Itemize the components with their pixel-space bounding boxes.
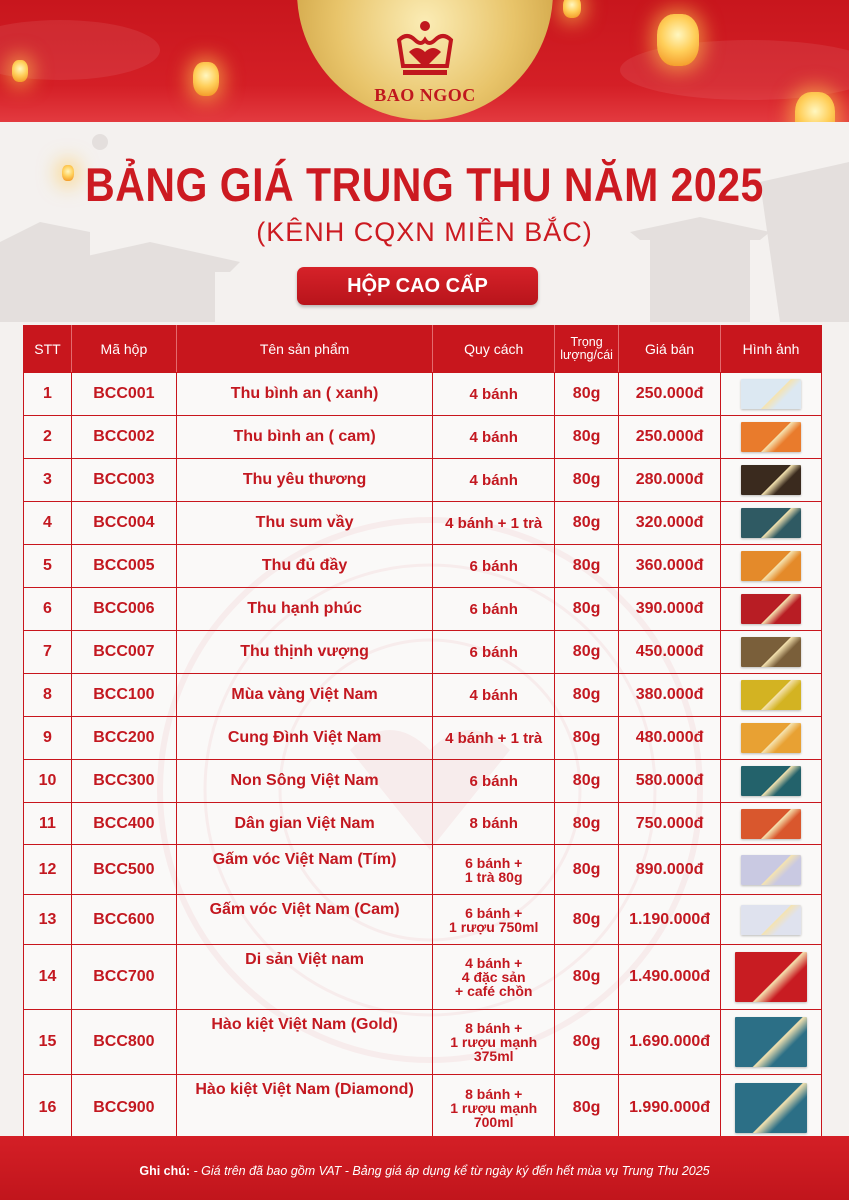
table-row xyxy=(24,717,822,760)
row-code: BCC500 xyxy=(71,845,176,895)
row-price: 750.000đ xyxy=(619,803,721,845)
row-weight: 80g xyxy=(555,1010,619,1075)
footer-note xyxy=(139,1164,709,1178)
page-subtitle: (KÊNH CQXN MIỀN BẮC) xyxy=(256,217,593,247)
row-weight: 80g xyxy=(555,717,619,760)
row-spec-line3: 700ml xyxy=(473,1113,514,1130)
column-header-weight-line2: lượng/cái xyxy=(560,348,613,362)
row-weight: 80g xyxy=(555,895,619,945)
row-code: BCC001 xyxy=(71,373,176,416)
row-price: 1.990.000đ xyxy=(619,1075,721,1141)
row-product-name: Thu đủ đầy xyxy=(176,545,433,588)
row-spec xyxy=(433,545,555,588)
row-product-name: Thu yêu thương xyxy=(176,459,433,502)
row-weight: 80g xyxy=(555,803,619,845)
row-spec xyxy=(433,803,555,845)
row-stt: 14 xyxy=(24,945,72,1010)
row-stt: 16 xyxy=(24,1075,72,1141)
row-image xyxy=(721,588,822,631)
row-spec xyxy=(433,895,555,945)
row-image xyxy=(721,545,822,588)
row-spec-line1: 4 bánh + xyxy=(465,955,523,971)
lantern-icon xyxy=(657,14,699,66)
table-row xyxy=(24,674,822,717)
row-spec-line1: 8 bánh xyxy=(469,815,518,832)
row-stt: 1 xyxy=(24,373,72,416)
row-weight: 80g xyxy=(555,945,619,1010)
row-price: 360.000đ xyxy=(619,545,721,588)
row-stt: 4 xyxy=(24,502,72,545)
table-row xyxy=(24,416,822,459)
row-price: 890.000đ xyxy=(619,845,721,895)
bao-ngoc-logo-icon xyxy=(385,18,465,80)
row-stt: 10 xyxy=(24,760,72,803)
product-box-thumbnail xyxy=(741,465,801,495)
row-stt: 5 xyxy=(24,545,72,588)
row-weight: 80g xyxy=(555,545,619,588)
product-box-thumbnail xyxy=(741,594,801,624)
row-code: BCC800 xyxy=(71,1010,176,1075)
footer-note-label: Ghi chú: xyxy=(139,1164,191,1178)
row-spec-line3: + café chồn xyxy=(455,983,533,999)
row-spec-line1: 6 bánh + xyxy=(465,854,523,871)
table-row xyxy=(24,945,822,1010)
product-box-thumbnail xyxy=(735,952,807,1002)
row-weight: 80g xyxy=(555,674,619,717)
row-product-name: Gấm vóc Việt Nam (Tím) xyxy=(176,845,433,895)
product-box-thumbnail xyxy=(741,809,801,839)
column-header-spec: Quy cách xyxy=(433,326,555,373)
row-stt: 2 xyxy=(24,416,72,459)
row-spec-line1: 4 bánh xyxy=(469,428,518,446)
row-image xyxy=(721,1010,822,1075)
banner-streak xyxy=(620,40,849,100)
row-price: 380.000đ xyxy=(619,674,721,717)
row-image xyxy=(721,373,822,416)
row-spec-line1: 8 bánh + xyxy=(465,1020,523,1036)
row-spec xyxy=(433,373,555,416)
row-product-name: Thu thịnh vượng xyxy=(176,631,433,674)
row-weight: 80g xyxy=(555,416,619,459)
column-header-code: Mã hộp xyxy=(71,326,176,373)
row-spec-line1: 4 bánh xyxy=(469,471,518,489)
row-spec-line1: 6 bánh xyxy=(469,557,518,575)
column-header-name: Tên sản phẩm xyxy=(176,326,433,373)
row-price: 480.000đ xyxy=(619,717,721,760)
row-image xyxy=(721,717,822,760)
row-code: BCC006 xyxy=(71,588,176,631)
row-spec-line1: 4 bánh + 1 trà xyxy=(445,514,543,532)
row-weight: 80g xyxy=(555,459,619,502)
row-spec xyxy=(433,459,555,502)
table-row xyxy=(24,803,822,845)
lantern-icon xyxy=(795,92,835,122)
footer-note-text: - Giá trên đã bao gồm VAT - Bảng giá áp dụng kể từ ngày ký đến hết mùa vụ Trung Thu 2025 xyxy=(190,1164,710,1178)
row-product-name: Thu sum vầy xyxy=(176,502,433,545)
row-spec-line1: 6 bánh xyxy=(469,772,518,790)
row-code: BCC300 xyxy=(71,760,176,803)
row-image xyxy=(721,416,822,459)
row-price: 390.000đ xyxy=(619,588,721,631)
row-spec xyxy=(433,717,555,760)
row-price: 320.000đ xyxy=(619,502,721,545)
column-header-image: Hình ảnh xyxy=(721,326,822,373)
product-box-thumbnail xyxy=(741,723,801,753)
row-product-name: Hào kiệt Việt Nam (Diamond) xyxy=(176,1075,433,1141)
product-box-thumbnail xyxy=(741,637,801,667)
row-code: BCC400 xyxy=(71,803,176,845)
row-spec xyxy=(433,945,555,1010)
row-weight: 80g xyxy=(555,760,619,803)
row-image xyxy=(721,674,822,717)
row-weight: 80g xyxy=(555,373,619,416)
column-header-price: Giá bán xyxy=(619,326,721,373)
product-box-thumbnail xyxy=(741,551,801,581)
row-code: BCC100 xyxy=(71,674,176,717)
row-product-name: Thu hạnh phúc xyxy=(176,588,433,631)
product-box-thumbnail xyxy=(741,508,801,538)
row-spec-line2: 1 rượu mạnh xyxy=(450,1034,538,1050)
row-product-name: Dân gian Việt Nam xyxy=(176,803,433,845)
row-spec-line1: 4 bánh xyxy=(469,385,518,403)
row-spec xyxy=(433,1075,555,1141)
row-stt: 6 xyxy=(24,588,72,631)
row-spec xyxy=(433,674,555,717)
row-stt: 13 xyxy=(24,895,72,945)
lantern-icon xyxy=(193,62,219,96)
column-header-weight xyxy=(555,326,619,373)
row-spec-line1: 8 bánh + xyxy=(465,1085,523,1102)
row-spec-line1: 6 bánh + xyxy=(465,904,523,921)
row-spec xyxy=(433,760,555,803)
row-product-name: Mùa vàng Việt Nam xyxy=(176,674,433,717)
row-image xyxy=(721,845,822,895)
row-code: BCC004 xyxy=(71,502,176,545)
table-row xyxy=(24,631,822,674)
row-product-name: Thu bình an ( xanh) xyxy=(176,373,433,416)
table-row xyxy=(24,1075,822,1141)
row-code: BCC600 xyxy=(71,895,176,945)
table-row xyxy=(24,845,822,895)
row-weight: 80g xyxy=(555,631,619,674)
row-stt: 8 xyxy=(24,674,72,717)
row-code: BCC005 xyxy=(71,545,176,588)
row-image xyxy=(721,803,822,845)
row-stt: 12 xyxy=(24,845,72,895)
lantern-icon xyxy=(563,0,581,18)
row-price: 250.000đ xyxy=(619,416,721,459)
row-stt: 11 xyxy=(24,803,72,845)
page-title: BẢNG GIÁ TRUNG THU NĂM 2025 xyxy=(85,158,764,212)
logo-text: BAO NGOC xyxy=(374,85,476,105)
row-price: 1.690.000đ xyxy=(619,1010,721,1075)
row-stt: 15 xyxy=(24,1010,72,1075)
row-price: 280.000đ xyxy=(619,459,721,502)
product-box-thumbnail xyxy=(735,1017,807,1067)
product-box-thumbnail xyxy=(741,422,801,452)
row-code: BCC007 xyxy=(71,631,176,674)
row-spec-line2: 1 trà 80g xyxy=(464,868,523,885)
row-weight: 80g xyxy=(555,502,619,545)
row-spec-line3: 375ml xyxy=(473,1048,514,1064)
row-spec-line2: 1 rượu mạnh xyxy=(450,1099,538,1116)
row-spec xyxy=(433,588,555,631)
row-weight: 80g xyxy=(555,845,619,895)
row-code: BCC700 xyxy=(71,945,176,1010)
table-row xyxy=(24,459,822,502)
row-image xyxy=(721,631,822,674)
table-row xyxy=(24,502,822,545)
table-row xyxy=(24,588,822,631)
row-product-name: Thu bình an ( cam) xyxy=(176,416,433,459)
lantern-icon xyxy=(12,60,28,82)
row-product-name: Non Sông Việt Nam xyxy=(176,760,433,803)
row-code: BCC003 xyxy=(71,459,176,502)
row-weight: 80g xyxy=(555,588,619,631)
row-weight: 80g xyxy=(555,1075,619,1141)
row-image xyxy=(721,945,822,1010)
table-row xyxy=(24,373,822,416)
price-table xyxy=(23,325,822,1141)
column-header-stt: STT xyxy=(24,326,72,373)
row-product-name: Hào kiệt Việt Nam (Gold) xyxy=(176,1010,433,1075)
row-stt: 9 xyxy=(24,717,72,760)
row-code: BCC900 xyxy=(71,1075,176,1141)
table-row xyxy=(24,1010,822,1075)
row-price: 450.000đ xyxy=(619,631,721,674)
row-code: BCC002 xyxy=(71,416,176,459)
column-header-weight-line1: Trọng xyxy=(570,334,603,349)
row-stt: 3 xyxy=(24,459,72,502)
row-spec-line1: 6 bánh xyxy=(469,600,518,618)
footer-bar xyxy=(0,1136,849,1200)
row-product-name: Cung Đình Việt Nam xyxy=(176,717,433,760)
section-badge: HỘP CAO CẤP xyxy=(297,267,538,305)
row-stt: 7 xyxy=(24,631,72,674)
row-spec xyxy=(433,416,555,459)
product-box-thumbnail xyxy=(741,680,801,710)
row-spec xyxy=(433,845,555,895)
row-code: BCC200 xyxy=(71,717,176,760)
row-image xyxy=(721,1075,822,1141)
row-image xyxy=(721,502,822,545)
row-price: 1.490.000đ xyxy=(619,945,721,1010)
row-image xyxy=(721,760,822,803)
table-header-row xyxy=(24,326,822,373)
product-box-thumbnail xyxy=(741,766,801,796)
row-price: 250.000đ xyxy=(619,373,721,416)
table-row xyxy=(24,760,822,803)
row-image xyxy=(721,459,822,502)
row-product-name: Gấm vóc Việt Nam (Cam) xyxy=(176,895,433,945)
table-row xyxy=(24,895,822,945)
product-box-thumbnail xyxy=(735,1083,807,1133)
row-price: 580.000đ xyxy=(619,760,721,803)
row-price: 1.190.000đ xyxy=(619,895,721,945)
row-spec-line1: 4 bánh + 1 trà xyxy=(445,729,543,747)
product-box-thumbnail xyxy=(741,379,801,409)
table-row xyxy=(24,545,822,588)
row-spec-line1: 6 bánh xyxy=(469,643,518,661)
row-spec-line2: 4 đặc sản xyxy=(461,969,526,985)
row-image xyxy=(721,895,822,945)
row-spec xyxy=(433,631,555,674)
row-spec xyxy=(433,1010,555,1075)
product-box-thumbnail xyxy=(741,855,801,885)
product-box-thumbnail xyxy=(741,905,801,935)
row-spec xyxy=(433,502,555,545)
row-product-name: Di sản Việt nam xyxy=(176,945,433,1010)
row-spec-line2: 1 rượu 750ml xyxy=(449,918,539,935)
row-spec-line1: 4 bánh xyxy=(469,686,518,704)
